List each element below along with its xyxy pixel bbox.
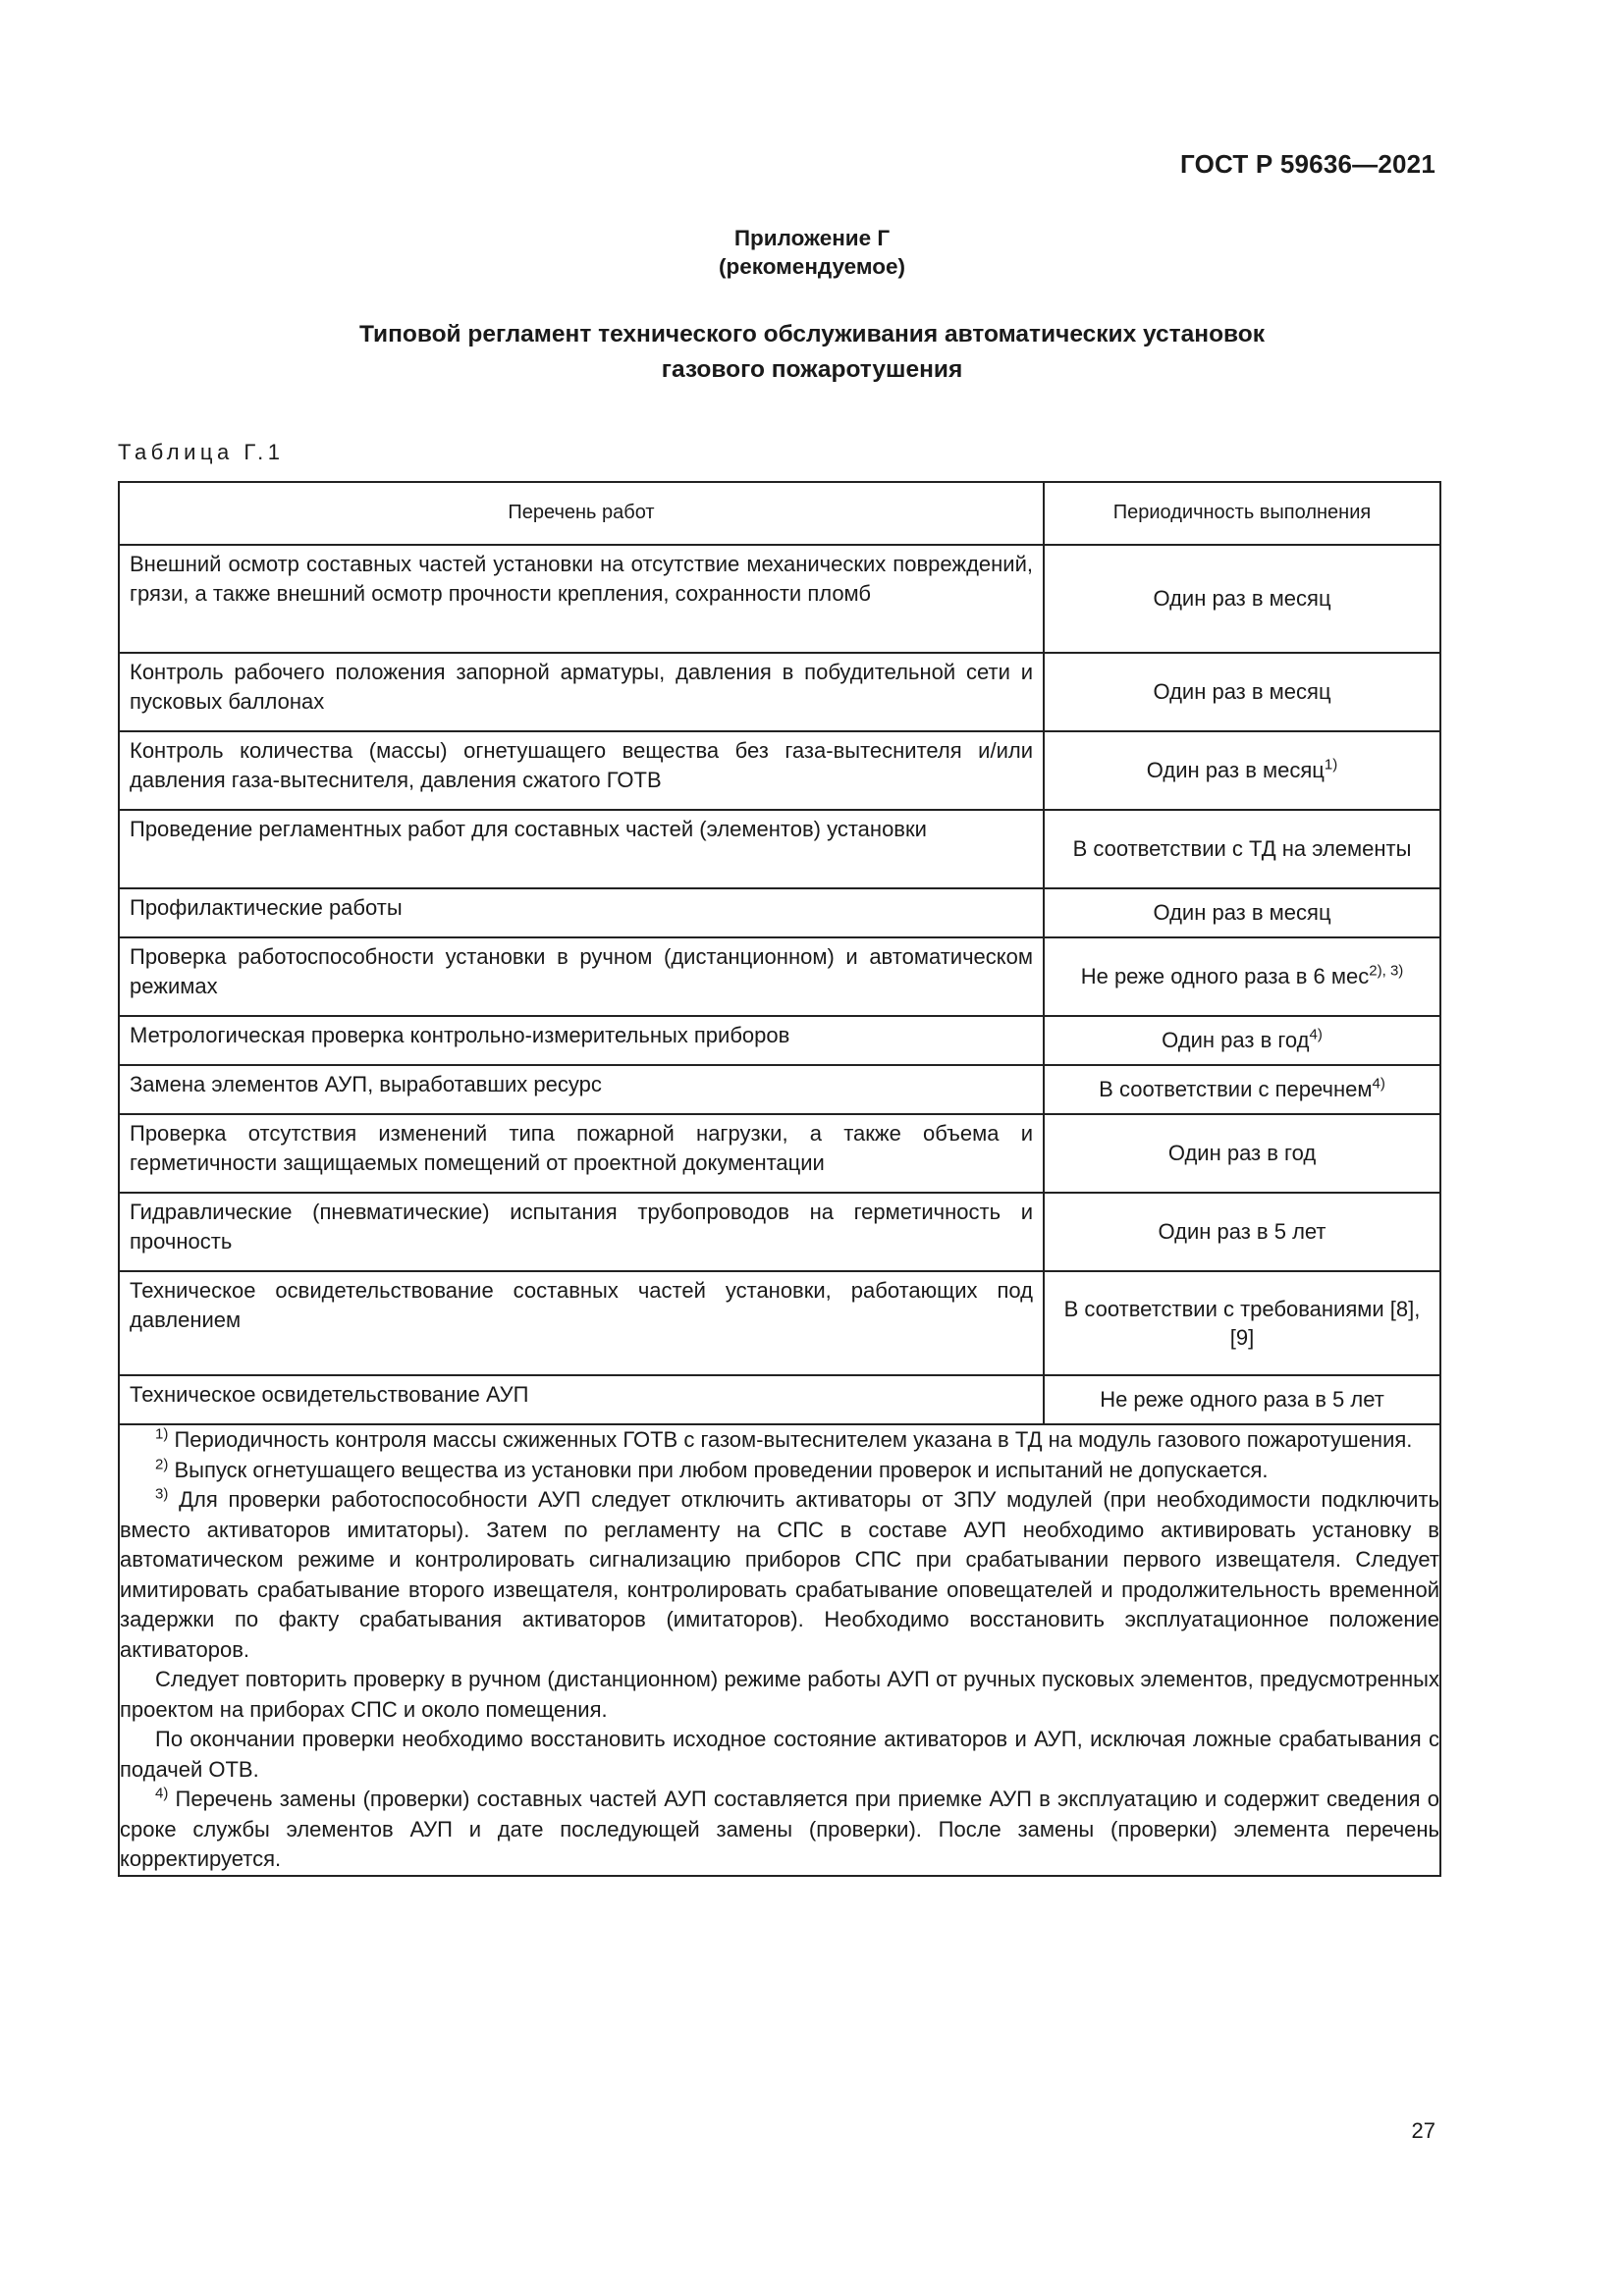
period-cell <box>1044 1375 1440 1424</box>
table-row <box>119 1193 1440 1271</box>
footnote-ref: 2), 3) <box>1369 962 1404 980</box>
table-row <box>119 1016 1440 1065</box>
period-cell <box>1044 810 1440 888</box>
table-row <box>119 731 1440 810</box>
appendix-heading <box>0 224 1624 281</box>
period-text: Один раз в год <box>1162 1028 1310 1053</box>
work-cell: Замена элементов АУП, выработавших ресурс <box>119 1065 1044 1114</box>
footnote-text: Выпуск огнетушащего вещества из установки при любом проведении проверок и испытаний не допускается. <box>174 1457 1269 1482</box>
footnote-text: Перечень замены (проверки) составных частей АУП составляется при приемке АУП в эксплуатацию и содержит сведения о сроке службы элементов АУП и дате последующей замены (проверки). После замены (проверки) элемента перечень корректируется. <box>120 1787 1439 1871</box>
table-row <box>119 1271 1440 1375</box>
period-cell <box>1044 1065 1440 1114</box>
footnote-ref: 4) <box>1309 1026 1323 1043</box>
period-text: Не реже одного раза в 5 лет <box>1100 1387 1384 1413</box>
table-row <box>119 1114 1440 1193</box>
period-text: Один раз в месяц <box>1153 679 1331 705</box>
period-text: В соответствии с ТД на элементы <box>1072 836 1412 862</box>
table-row <box>119 937 1440 1016</box>
document-title <box>0 317 1624 388</box>
table-row <box>119 1375 1440 1424</box>
period-cell <box>1044 731 1440 810</box>
footnote-ref: 4) <box>1372 1075 1385 1093</box>
page-number: 27 <box>1411 2118 1435 2143</box>
work-cell: Техническое освидетельствование АУП <box>119 1375 1044 1424</box>
period-text: В соответствии с требованиями [8], [9] <box>1063 1296 1421 1350</box>
period-text: Один раз в месяц <box>1146 758 1325 783</box>
period-cell <box>1044 937 1440 1016</box>
footnote <box>120 1665 1439 1725</box>
period-cell <box>1044 653 1440 731</box>
title-line-1: Типовой регламент технического обслуживания автоматических установок <box>358 321 1266 347</box>
work-cell: Профилактические работы <box>119 888 1044 937</box>
table-row <box>119 888 1440 937</box>
work-cell: Проверка работоспособности установки в ручном (дистанционном) и автоматическом режимах <box>119 937 1044 1016</box>
period-text: Не реже одного раза в 6 мес <box>1080 964 1370 989</box>
work-cell: Проверка отсутствия изменений типа пожарной нагрузки, а также объема и герметичности защищаемых помещений от проектной документации <box>119 1114 1044 1193</box>
period-cell <box>1044 1193 1440 1271</box>
period-cell <box>1044 545 1440 653</box>
footnote-marker: 3) <box>155 1485 169 1503</box>
work-cell: Метрологическая проверка контрольно-измерительных приборов <box>119 1016 1044 1065</box>
period-cell <box>1044 1114 1440 1193</box>
footnote <box>120 1456 1439 1486</box>
table-header-row <box>119 482 1440 545</box>
work-cell: Техническое освидетельствование составных частей установки, работающих под давлением <box>119 1271 1044 1375</box>
footnote-text: По окончании проверки необходимо восстановить исходное состояние активаторов и АУП, исключая ложные срабатывания с подачей ОТВ. <box>120 1727 1439 1782</box>
maintenance-table <box>118 481 1441 1877</box>
footnote <box>120 1485 1439 1665</box>
footnote-marker: 1) <box>155 1425 169 1443</box>
footnote-ref: 1) <box>1324 756 1338 774</box>
table-label: Таблица Г.1 <box>118 440 285 464</box>
work-cell: Контроль количества (массы) огнетушащего вещества без газа-вытеснителя и/или давления газа-вытеснителя, давления сжатого ГОТВ <box>119 731 1044 810</box>
period-text: Один раз в 5 лет <box>1158 1219 1326 1245</box>
title-line-2: газового пожаротушения <box>661 356 963 383</box>
period-text: Один раз в год <box>1167 1141 1317 1166</box>
period-cell <box>1044 888 1440 937</box>
footnote-marker: 4) <box>155 1785 169 1802</box>
notes-row <box>119 1424 1440 1876</box>
footnote <box>120 1785 1439 1875</box>
work-cell: Проведение регламентных работ для составных частей (элементов) установки <box>119 810 1044 888</box>
footnote-text: Для проверки работоспособности АУП следует отключить активаторы от ЗПУ модулей (при необходимости подключить вместо активаторов имитаторы). Затем по регламенту на СПС в составе АУП необходимо активировать установку в автоматическом режиме и контролировать сигнализацию приборов СПС при срабатывании первого извещателя. Следует имитировать срабатывание второго извещателя, контролировать срабатывание оповещателей и продолжительность временной задержки по факту срабатывания активаторов (имитаторов). Необходимо восстановить эксплуатационное положение активаторов. <box>120 1487 1439 1662</box>
footnote-text: Периодичность контроля массы сжиженных ГОТВ с газом-вытеснителем указана в ТД на модуль газового пожаротушения. <box>174 1427 1413 1452</box>
table-row <box>119 1065 1440 1114</box>
document-code: ГОСТ Р 59636—2021 <box>1180 149 1435 179</box>
header-period: Периодичность выполнения <box>1044 482 1440 545</box>
work-cell: Контроль рабочего положения запорной арматуры, давления в побудительной сети и пусковых баллонах <box>119 653 1044 731</box>
footnote-text: Следует повторить проверку в ручном (дистанционном) режиме работы АУП от ручных пусковых элементов, предусмотренных проектом на приборах СПС и около помещения. <box>120 1667 1439 1722</box>
table-row <box>119 545 1440 653</box>
appendix-status: (рекомендуемое) <box>719 254 905 279</box>
header-work: Перечень работ <box>119 482 1044 545</box>
period-text: Один раз в месяц <box>1153 900 1331 926</box>
footnote <box>120 1425 1439 1456</box>
period-cell <box>1044 1271 1440 1375</box>
work-cell: Гидравлические (пневматические) испытания трубопроводов на герметичность и прочность <box>119 1193 1044 1271</box>
appendix-name: Приложение Г <box>733 226 891 250</box>
period-text: В соответствии с перечнем <box>1099 1077 1373 1102</box>
table-row <box>119 653 1440 731</box>
footnotes <box>119 1424 1440 1876</box>
work-cell: Внешний осмотр составных частей установки на отсутствие механических повреждений, грязи, а также внешний осмотр прочности крепления, сохранности пломб <box>119 545 1044 653</box>
footnote-marker: 2) <box>155 1456 169 1473</box>
period-cell <box>1044 1016 1440 1065</box>
footnote <box>120 1725 1439 1785</box>
period-text: Один раз в месяц <box>1153 586 1331 612</box>
table-row <box>119 810 1440 888</box>
table-body <box>119 545 1440 1876</box>
